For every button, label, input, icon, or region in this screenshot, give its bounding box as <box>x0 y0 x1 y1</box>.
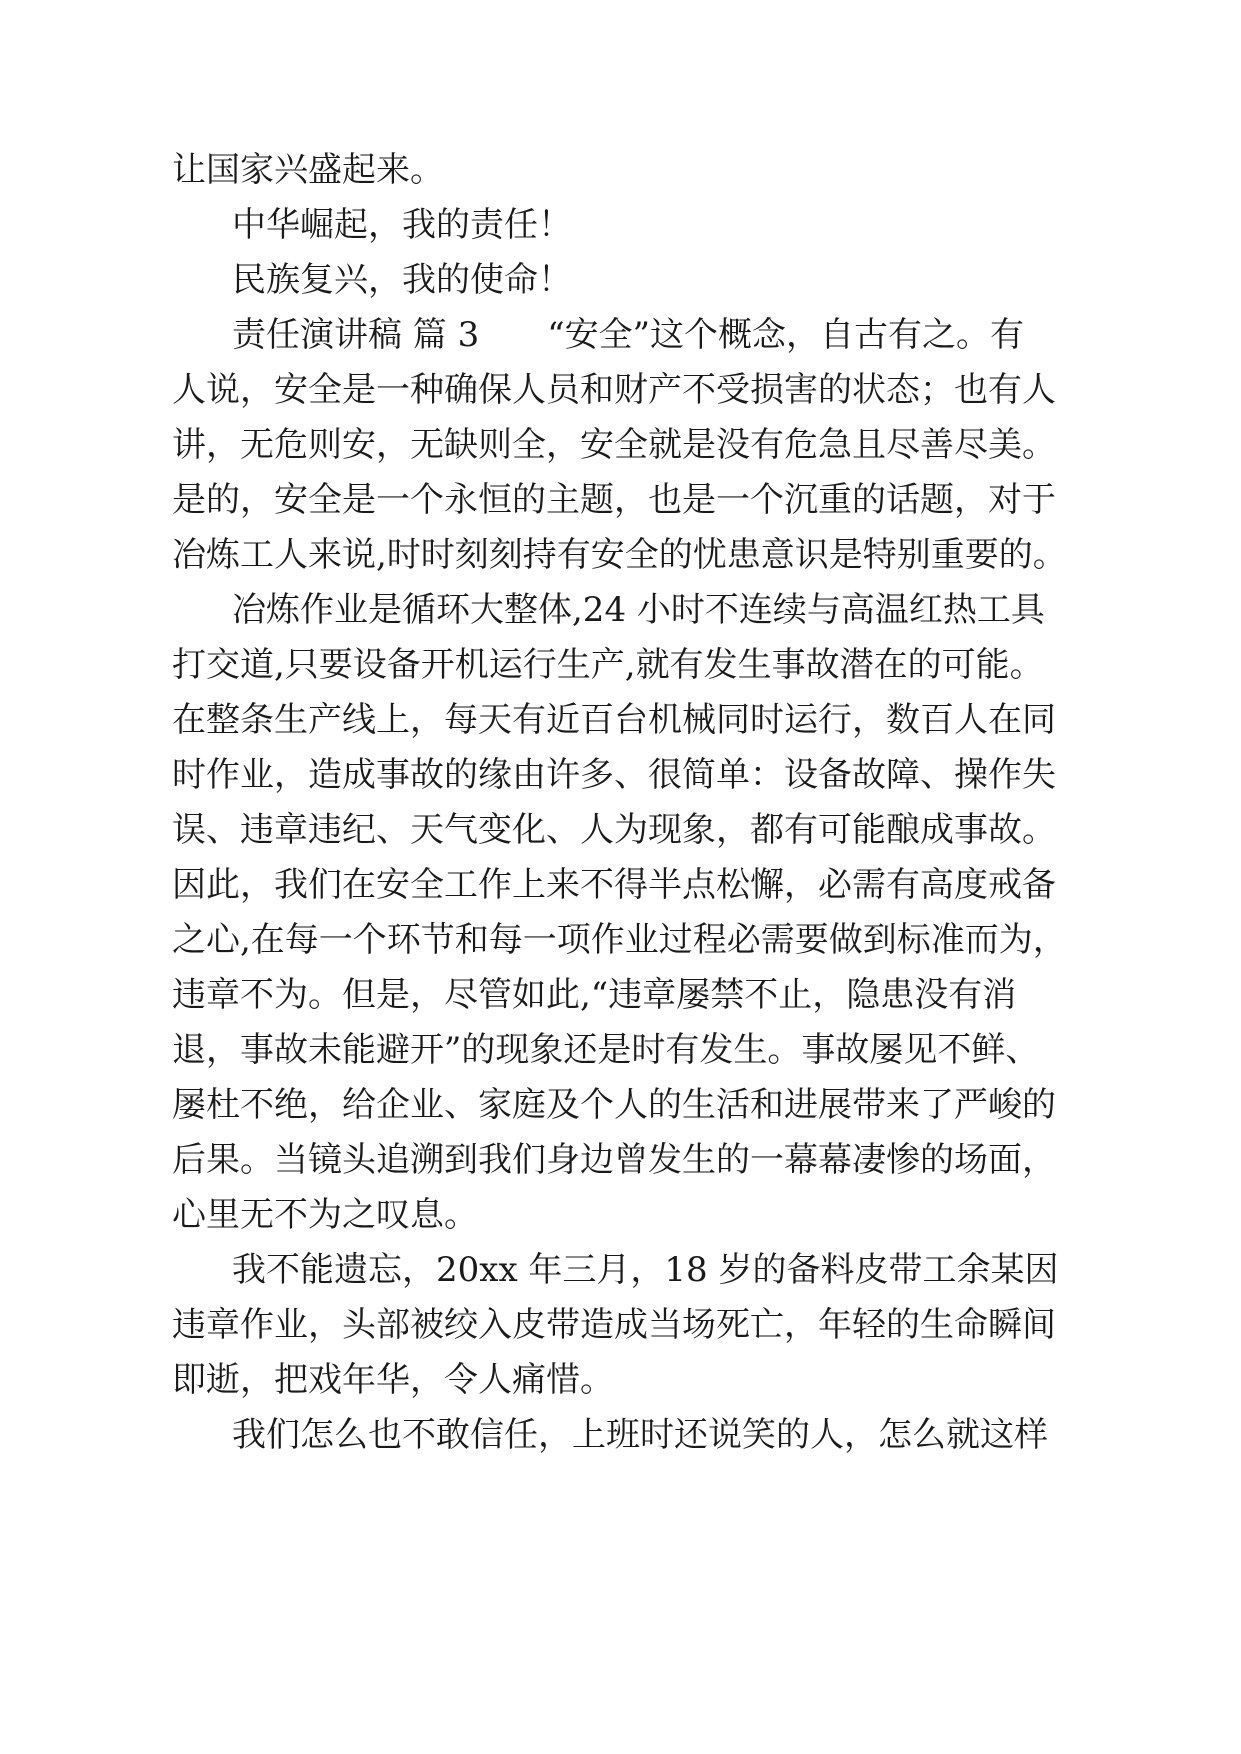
text-line: 打交道,只要设备开机运行生产,就有发生事故潜在的可能。 <box>172 645 1044 685</box>
text-line: 冶炼作业是循环大整体,24 小时不连续与高温红热工具 <box>232 590 1045 630</box>
text-line: 之心,在每一个环节和每一项作业过程必需要做到标准而为， <box>172 920 1067 960</box>
text-line: 退，事故未能避开”的现象还是时有发生。事故屡见不鲜、 <box>172 1030 1040 1070</box>
text-line: 在整条生产线上，每天有近百台机械同时运行，数百人在同 <box>172 700 1056 740</box>
text-line: 违章不为。但是，尽管如此,“违章屡禁不止，隐患没有消 <box>172 975 1017 1015</box>
text-line: 讲，无危则安，无缺则全，安全就是没有危急且尽善尽美。 <box>172 425 1056 465</box>
text-line: 民族复兴，我的使命！ <box>232 260 572 300</box>
text-line: 屡杜不绝，给企业、家庭及个人的生活和进展带来了严峻的 <box>172 1085 1056 1125</box>
text-line: 中华崛起，我的责任！ <box>232 205 572 245</box>
text-line: 即逝，把戏年华，令人痛惜。 <box>172 1360 614 1400</box>
text-line: 违章作业，头部被绞入皮带造成当场死亡，年轻的生命瞬间 <box>172 1305 1056 1345</box>
text-line: 我不能遗忘，20xx 年三月，18 岁的备料皮带工余某因 <box>232 1250 1059 1290</box>
text-line: 我们怎么也不敢信任，上班时还说笑的人，怎么就这样 <box>232 1415 1048 1455</box>
text-line: 冶炼工人来说,时时刻刻持有安全的忧患意识是特别重要的。 <box>172 535 1067 575</box>
text-line: 心里无不为之叹息。 <box>172 1195 478 1235</box>
text-line: 误、违章违纪、天气变化、人为现象，都有可能酿成事故。 <box>172 810 1056 850</box>
section-heading-line: 责任演讲稿 篇 3 “安全”这个概念，自古有之。有 <box>232 315 1025 355</box>
text-line: 后果。当镜头追溯到我们身边曾发生的一幕幕凄惨的场面， <box>172 1140 1056 1180</box>
text-line: 因此，我们在安全工作上来不得半点松懈，必需有高度戒备 <box>172 865 1056 905</box>
text-line: 让国家兴盛起来。 <box>172 150 444 190</box>
text-line: 人说，安全是一种确保人员和财产不受损害的状态；也有人 <box>172 370 1056 410</box>
text-line: 是的，安全是一个永恒的主题，也是一个沉重的话题，对于 <box>172 480 1056 520</box>
text-line: 时作业，造成事故的缘由许多、很简单：设备故障、操作失 <box>172 755 1056 795</box>
